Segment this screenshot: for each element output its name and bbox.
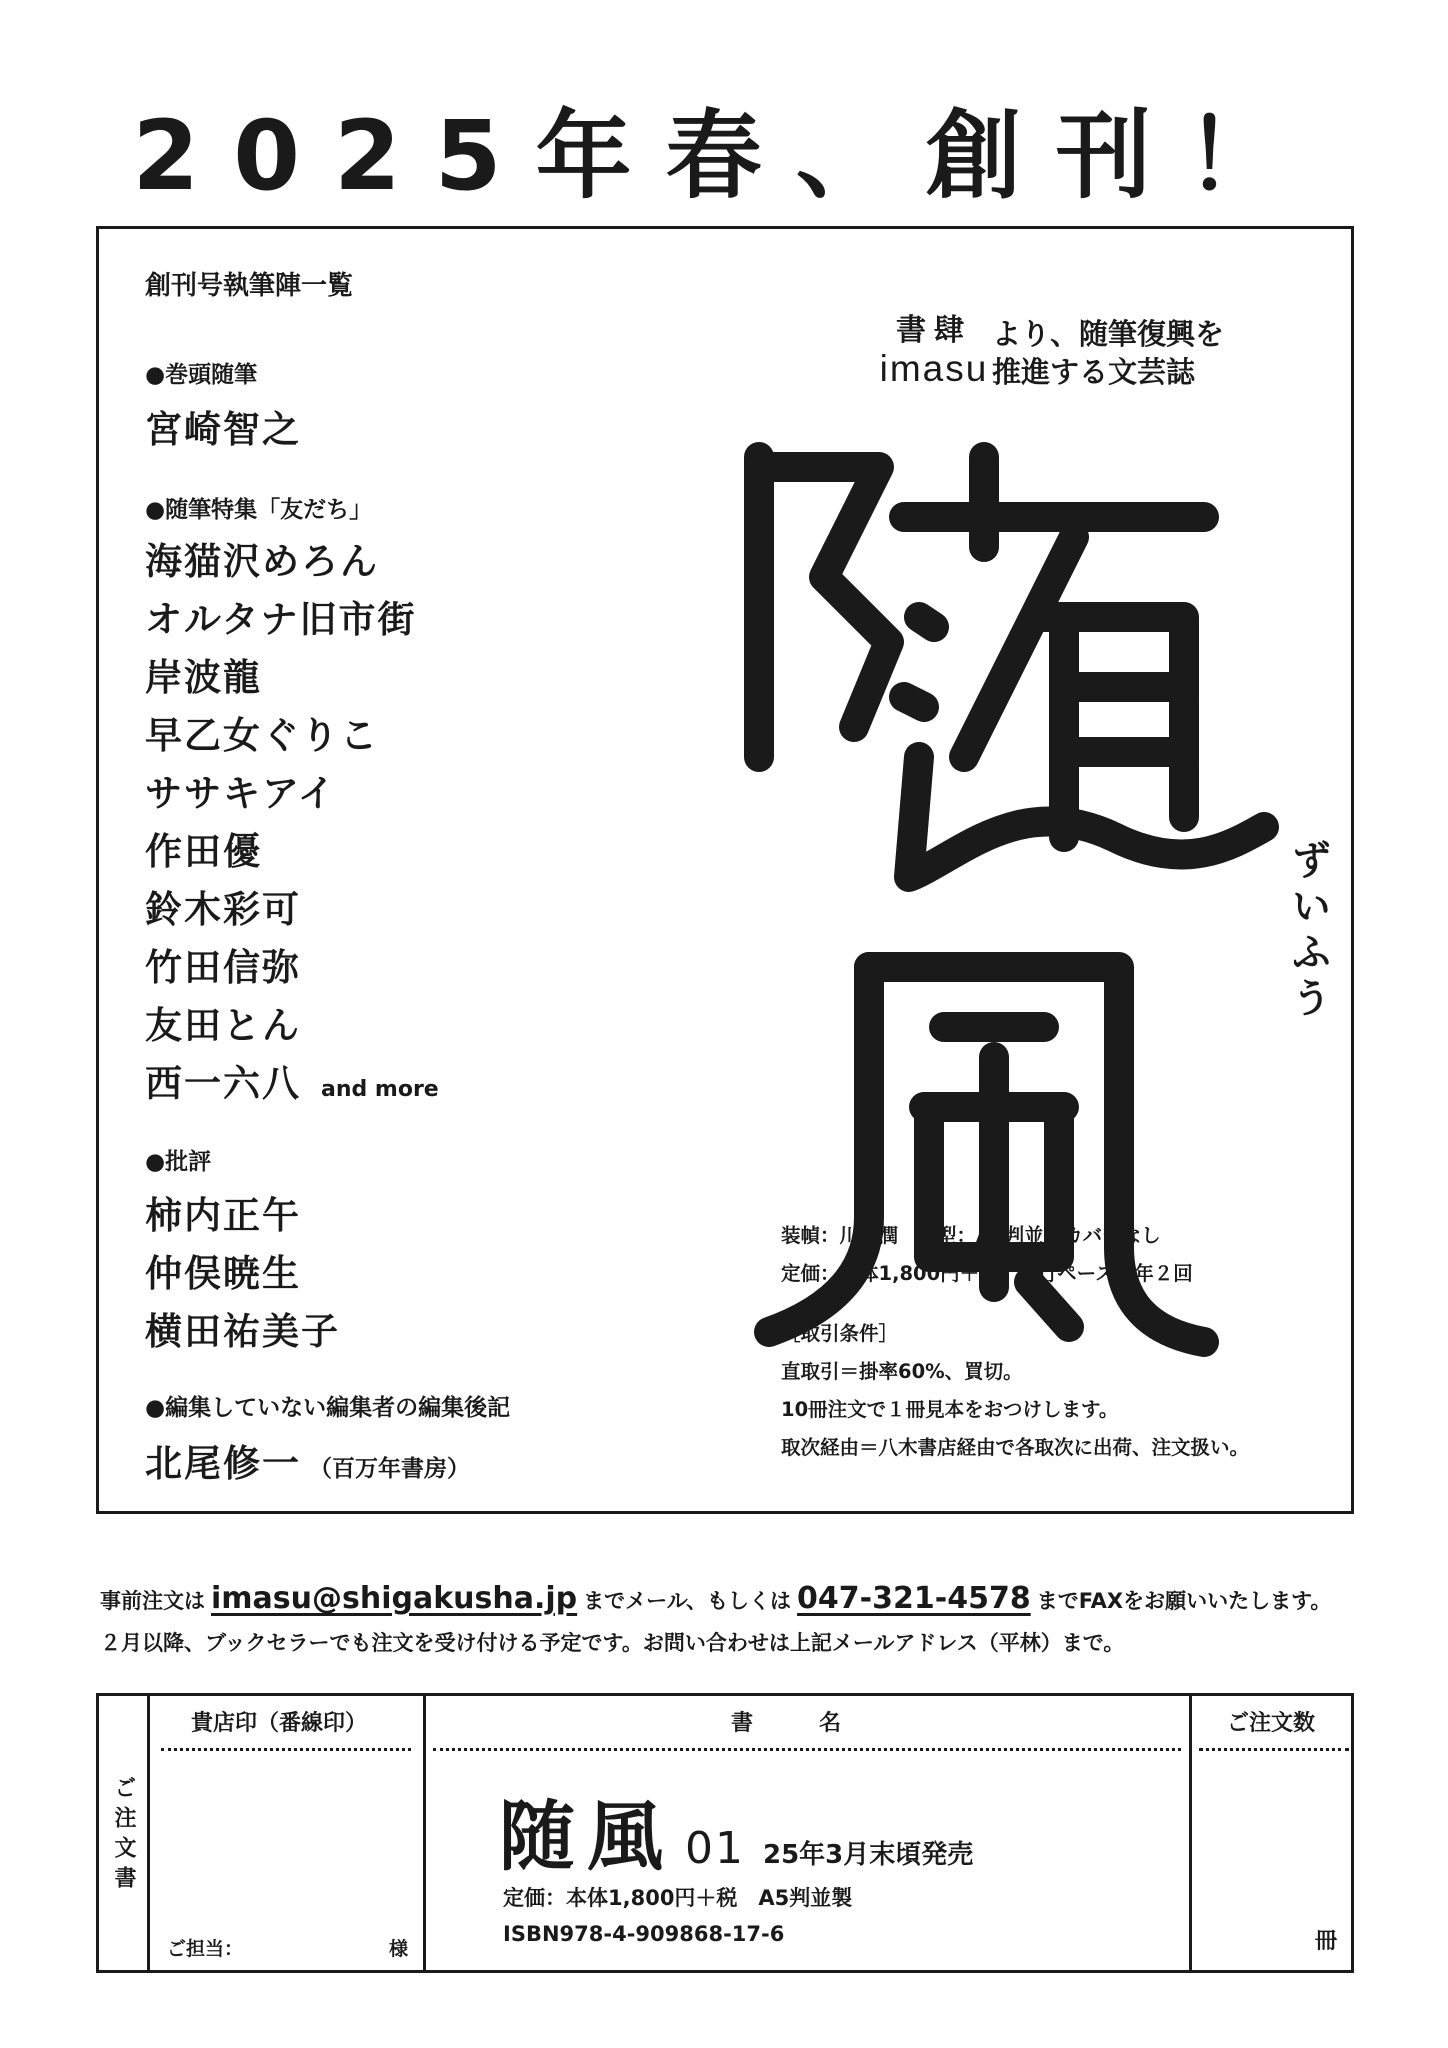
- contributor-name: ササキアイ: [145, 772, 337, 815]
- contributor-name-row: [145, 1433, 470, 1487]
- contributor-name: 鈴木彩可: [145, 888, 301, 931]
- section-label-afterword: ●編集していない編集者の編集後記: [145, 1395, 511, 1421]
- preorder-middle: までメール、もしくは: [583, 1589, 792, 1613]
- and-more-note: and more: [321, 1077, 439, 1102]
- shop-stamp-header: 貴店印（番線印）: [191, 1711, 368, 1736]
- terms-line: 直取引＝掛率60%、買切。: [781, 1360, 1023, 1383]
- tagline-line-2: 推進する文芸誌: [992, 355, 1196, 389]
- contact-person-suffix: 様: [389, 1938, 409, 1960]
- contributor-name: 宮崎智之: [145, 408, 301, 451]
- quantity-field[interactable]: [1199, 1758, 1349, 1928]
- contributor-name: オルタナ旧市街: [145, 598, 417, 641]
- order-form-label: ご注文書: [111, 1776, 136, 1896]
- contributor-name: 早乙女ぐりこ: [145, 714, 379, 757]
- book-isbn: ISBN978-4-909868-17-6: [503, 1922, 785, 1946]
- contributor-list-title: 創刊号執筆陣一覧: [145, 271, 354, 301]
- contributor-name: 岸波龍: [145, 656, 262, 699]
- book-title-row: [499, 1776, 973, 1885]
- preorder-suffix: までFAXをお願いいたします。: [1036, 1589, 1332, 1613]
- contributor-name-row: [145, 1053, 439, 1107]
- shop-stamp-area[interactable]: [161, 1758, 411, 1928]
- contributor-name: 仲俣暁生: [145, 1252, 301, 1295]
- headline: 2025年春、創刊！: [132, 100, 1316, 212]
- quantity-header: ご注文数: [1227, 1711, 1316, 1736]
- publisher-roman: imasu: [879, 348, 989, 389]
- contributor-name: 柿内正午: [145, 1194, 301, 1237]
- spec-line-2: 定価：本体1,800円＋税 刊行ペース：年２回: [781, 1262, 1193, 1285]
- preorder-line-2: ２月以降、ブックセラーでも注文を受け付ける予定です。お問い合わせは上記メールアドレス（平林）まで。: [100, 1631, 1125, 1655]
- order-form: [96, 1693, 1354, 1973]
- terms-line: 取次経由＝八木書店経由で各取次に出荷、注文扱い。: [781, 1436, 1250, 1459]
- contributor-name: 作田優: [145, 830, 262, 873]
- flyer-main-panel: [96, 226, 1354, 1514]
- book-title-header: 書 名: [731, 1711, 842, 1736]
- order-fax-number[interactable]: 047-321-4578: [797, 1581, 1031, 1616]
- contributor-name: 横田祐美子: [145, 1310, 340, 1353]
- affiliation-note: （百万年書房）: [309, 1456, 470, 1482]
- terms-heading: ［取引条件］: [781, 1322, 899, 1345]
- preorder-prefix: 事前注文は: [100, 1589, 205, 1613]
- release-date: 25年3月末頃発売: [763, 1840, 974, 1870]
- quantity-unit: 冊: [1315, 1929, 1338, 1954]
- contributor-name: 北尾修一: [145, 1442, 301, 1485]
- tagline-line-1: より、随筆復興を: [992, 317, 1225, 351]
- section-label-feature: ●随筆特集「友だち」: [145, 497, 373, 523]
- section-label-opening-essay: ●巻頭随筆: [145, 362, 258, 388]
- book-volume: 01: [685, 1823, 745, 1874]
- contributor-name: 友田とん: [145, 1004, 301, 1047]
- contributor-name: 海猫沢めろん: [145, 540, 379, 583]
- contact-person-label: ご担当：: [167, 1938, 244, 1960]
- spec-line-1: 装幀：川名潤 判型：A5判並製カバーなし: [781, 1224, 1161, 1247]
- book-price: 定価：本体1,800円＋税 A5判並製: [503, 1886, 853, 1910]
- publisher-kanji: 書肆: [896, 313, 972, 348]
- book-title: 随風: [499, 1792, 675, 1881]
- order-email-link[interactable]: imasu@shigakusha.jp: [211, 1581, 578, 1616]
- preorder-line-1: [100, 1578, 1331, 1622]
- contributor-name: 竹田信弥: [145, 946, 301, 989]
- section-label-criticism: ●批評: [145, 1149, 212, 1175]
- preorder-note: [100, 1578, 1331, 1664]
- terms-line: 10冊注文で１冊見本をおつけします。: [781, 1398, 1119, 1421]
- magazine-tagline: [992, 315, 1224, 391]
- contributor-name: 西一六八: [145, 1062, 301, 1105]
- title-reading: ずいふう: [1285, 839, 1331, 1023]
